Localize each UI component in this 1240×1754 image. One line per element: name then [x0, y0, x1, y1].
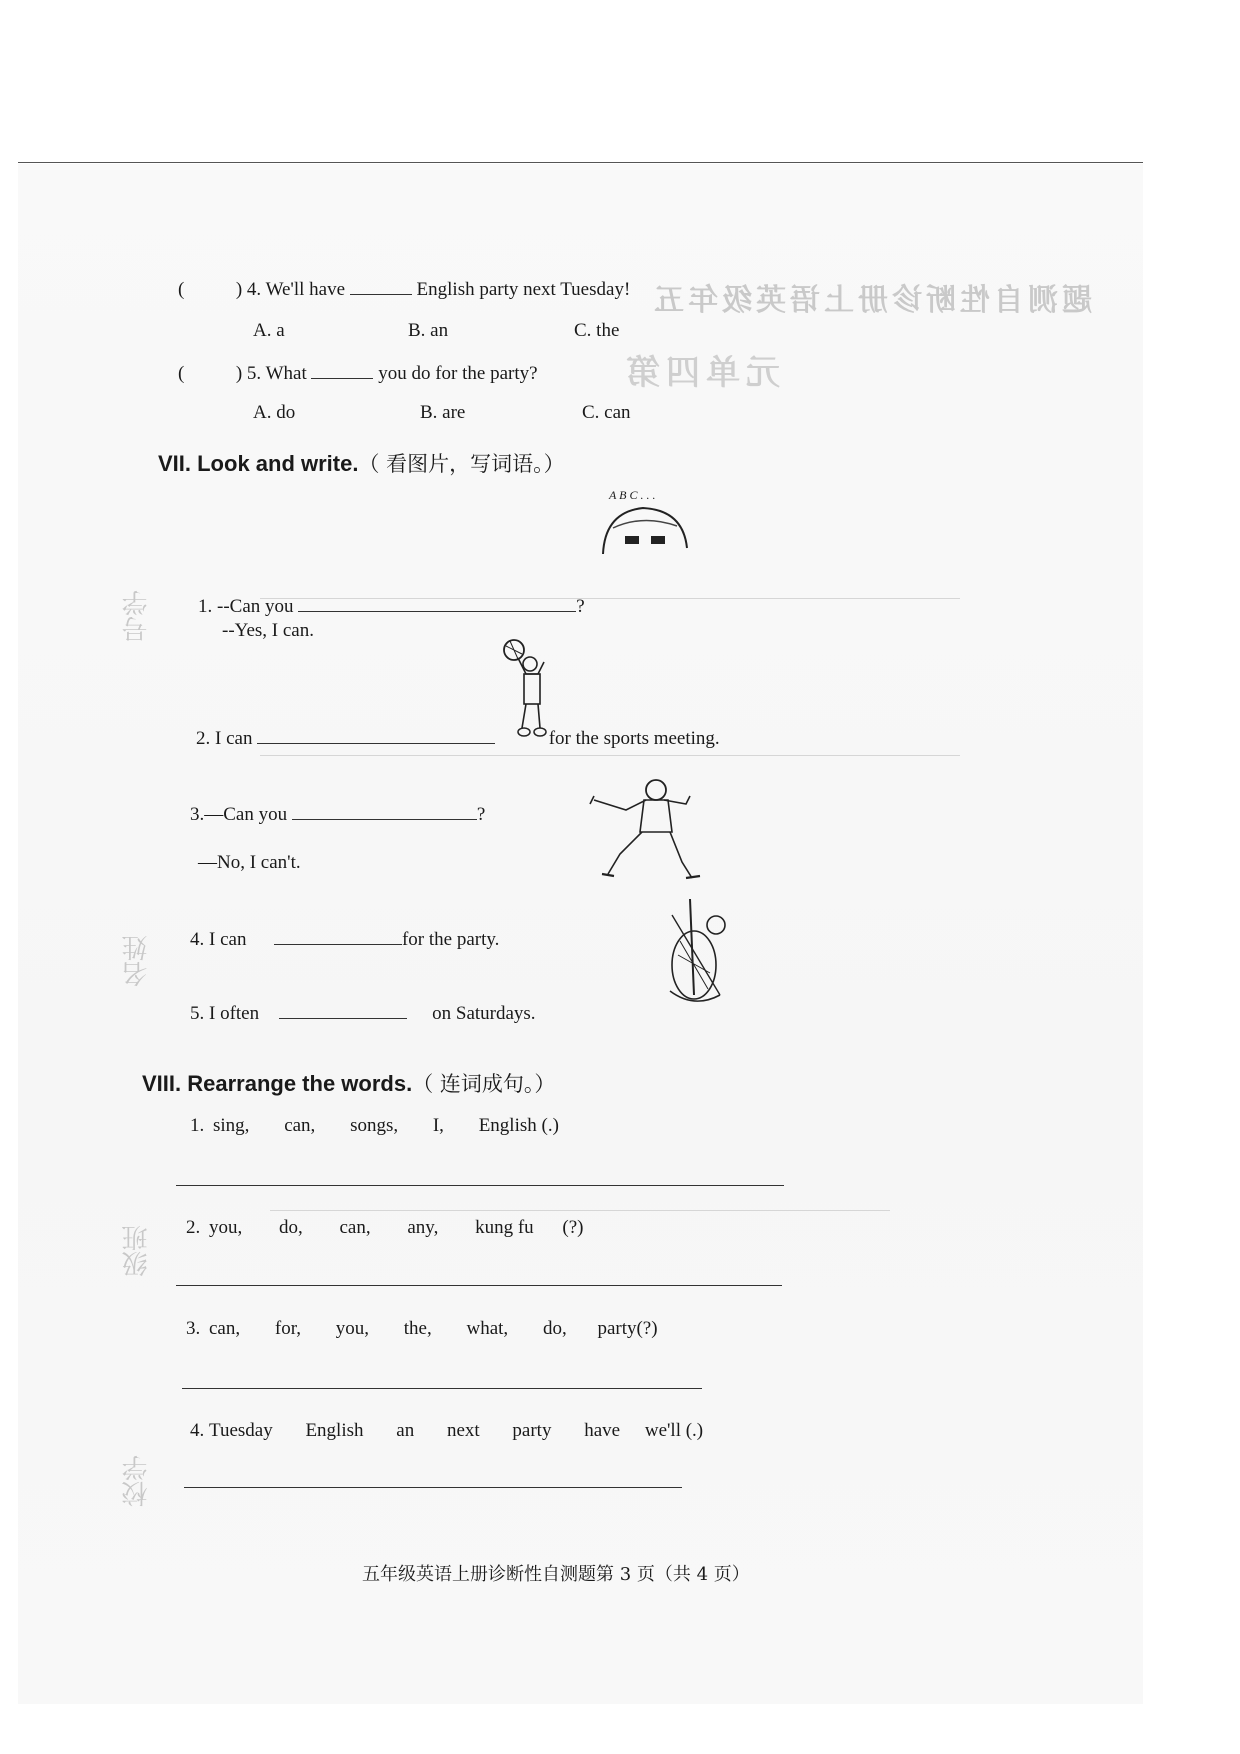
- vii-item-1-reply: --Yes, I can.: [222, 620, 314, 641]
- answer-line[interactable]: [182, 1388, 702, 1389]
- item-text-before: I can: [215, 728, 253, 749]
- bleed-line: [270, 1210, 890, 1211]
- answer-blank[interactable]: [298, 595, 576, 612]
- bleed-through-side-2: 名姓: [122, 935, 151, 987]
- word: kung fu: [475, 1217, 534, 1238]
- item-number: 1.: [190, 1115, 205, 1136]
- item-text-before: I often: [209, 1003, 260, 1024]
- answer-blank[interactable]: [311, 362, 373, 379]
- item-text-after: on Saturdays.: [432, 1003, 536, 1024]
- bleed-through-unit: 元单四第: [620, 355, 780, 392]
- vii-item-4: [190, 928, 499, 951]
- item-text-before: I can: [209, 929, 247, 950]
- item-number: 4.: [190, 1420, 205, 1441]
- section-viii-heading: [142, 1068, 555, 1098]
- teacher-head-picture: [595, 488, 695, 563]
- answer-paren-open: (: [178, 363, 185, 384]
- item-text-after: for the party.: [401, 929, 500, 950]
- item-number: 3.: [186, 1318, 201, 1339]
- scan-bleed-area: [18, 164, 1143, 1704]
- vii-item-3: [190, 803, 485, 826]
- word: can,: [284, 1115, 316, 1136]
- question-text-after: you do for the party?: [378, 363, 538, 384]
- basketball-player-picture: [500, 636, 560, 751]
- question-5: [178, 362, 538, 385]
- word: an: [396, 1420, 415, 1441]
- answer-paren-close: ): [235, 363, 243, 384]
- option-c: C. the: [574, 320, 620, 341]
- section-viii-title: VIII. Rearrange the words.: [142, 1071, 413, 1096]
- answer-blank[interactable]: [274, 928, 402, 945]
- option-b: B. an: [408, 320, 449, 341]
- option-a: A. a: [253, 320, 285, 341]
- option-b: B. are: [420, 402, 466, 423]
- viii-item-3: [186, 1318, 658, 1340]
- word: any,: [407, 1217, 439, 1238]
- word: English (.): [478, 1115, 559, 1136]
- item-text-before: --Can you: [217, 596, 294, 617]
- word: can,: [339, 1217, 371, 1238]
- bleed-through-side-1: 号学: [122, 590, 151, 642]
- section-vii-heading: [158, 448, 565, 478]
- section-vii-title: VII. Look and write.: [158, 451, 359, 476]
- bleed-through-side-3: 级班: [122, 1225, 151, 1277]
- answer-line[interactable]: [184, 1487, 682, 1488]
- word: party: [512, 1420, 552, 1441]
- question-number: 4.: [246, 279, 262, 300]
- kung-fu-icon: [586, 770, 706, 890]
- word: next: [446, 1420, 480, 1441]
- item-number: 4.: [190, 929, 205, 950]
- question-text-before: We'll have: [265, 279, 346, 300]
- item-number: 2.: [186, 1217, 201, 1238]
- question-text-before: What: [265, 363, 307, 384]
- word: we'll (.): [644, 1420, 704, 1441]
- erhu-icon: [650, 895, 740, 1015]
- item-number: 3.: [190, 804, 205, 825]
- word: can,: [209, 1318, 241, 1339]
- word: have: [584, 1420, 621, 1441]
- answer-blank[interactable]: [279, 1002, 407, 1019]
- word: Tuesday: [209, 1420, 273, 1441]
- page-footer: 五年级英语上册诊断性自测题第 3 页（共 4 页）: [362, 1564, 750, 1585]
- question-4: [178, 278, 630, 301]
- erhu-player-picture: [650, 895, 740, 1020]
- word: songs,: [350, 1115, 399, 1136]
- word: the,: [403, 1318, 432, 1339]
- viii-item-2: [186, 1217, 584, 1239]
- item-text-after: ?: [576, 596, 585, 617]
- word: you,: [335, 1318, 370, 1339]
- bleed-through-title: 题测自性断诊册上语英级年五: [650, 284, 1092, 317]
- top-rule: [18, 162, 1143, 163]
- item-number: 2.: [196, 728, 211, 749]
- item-text-after: for the sports meeting.: [548, 728, 720, 749]
- abc-label: A B C . . .: [609, 488, 656, 502]
- option-c: C. can: [582, 402, 631, 423]
- vii-item-1: [198, 595, 585, 618]
- item-text-before: —Can you: [204, 804, 288, 825]
- answer-blank[interactable]: [292, 803, 477, 820]
- word: do,: [279, 1217, 303, 1238]
- bleed-line: [260, 755, 960, 756]
- basketball-player-icon: [500, 636, 560, 746]
- viii-item-4: [190, 1420, 703, 1442]
- section-viii-title-cn: （ 连词成句。）: [412, 1072, 556, 1096]
- answer-blank[interactable]: [350, 278, 412, 295]
- vii-item-5: [190, 1002, 536, 1025]
- answer-line[interactable]: [176, 1285, 782, 1286]
- question-text-after: English party next Tuesday!: [416, 279, 631, 300]
- answer-line[interactable]: [176, 1185, 784, 1186]
- word: for,: [274, 1318, 302, 1339]
- viii-item-1: [190, 1115, 559, 1137]
- word: what,: [466, 1318, 509, 1339]
- section-vii-title-cn: （ 看图片，写词语。）: [358, 452, 565, 476]
- answer-paren-close: ): [235, 279, 243, 300]
- answer-paren-open: (: [178, 279, 185, 300]
- answer-blank[interactable]: [257, 727, 495, 744]
- word: English: [305, 1420, 364, 1441]
- item-number: 1.: [198, 596, 213, 617]
- word: party(?): [597, 1318, 658, 1339]
- word: you,: [209, 1217, 243, 1238]
- word: do,: [542, 1318, 567, 1339]
- vii-item-2: [196, 727, 720, 750]
- word: (?): [562, 1217, 584, 1238]
- bleed-through-side-4: 校学: [122, 1455, 151, 1507]
- question-number: 5.: [246, 363, 262, 384]
- item-text-after: ?: [476, 804, 486, 825]
- word: I,: [432, 1115, 444, 1136]
- vii-item-3-reply: —No, I can't.: [198, 852, 301, 873]
- option-a: A. do: [253, 402, 296, 423]
- word: sing,: [213, 1115, 250, 1136]
- item-number: 5.: [190, 1003, 205, 1024]
- kung-fu-picture: [586, 770, 706, 895]
